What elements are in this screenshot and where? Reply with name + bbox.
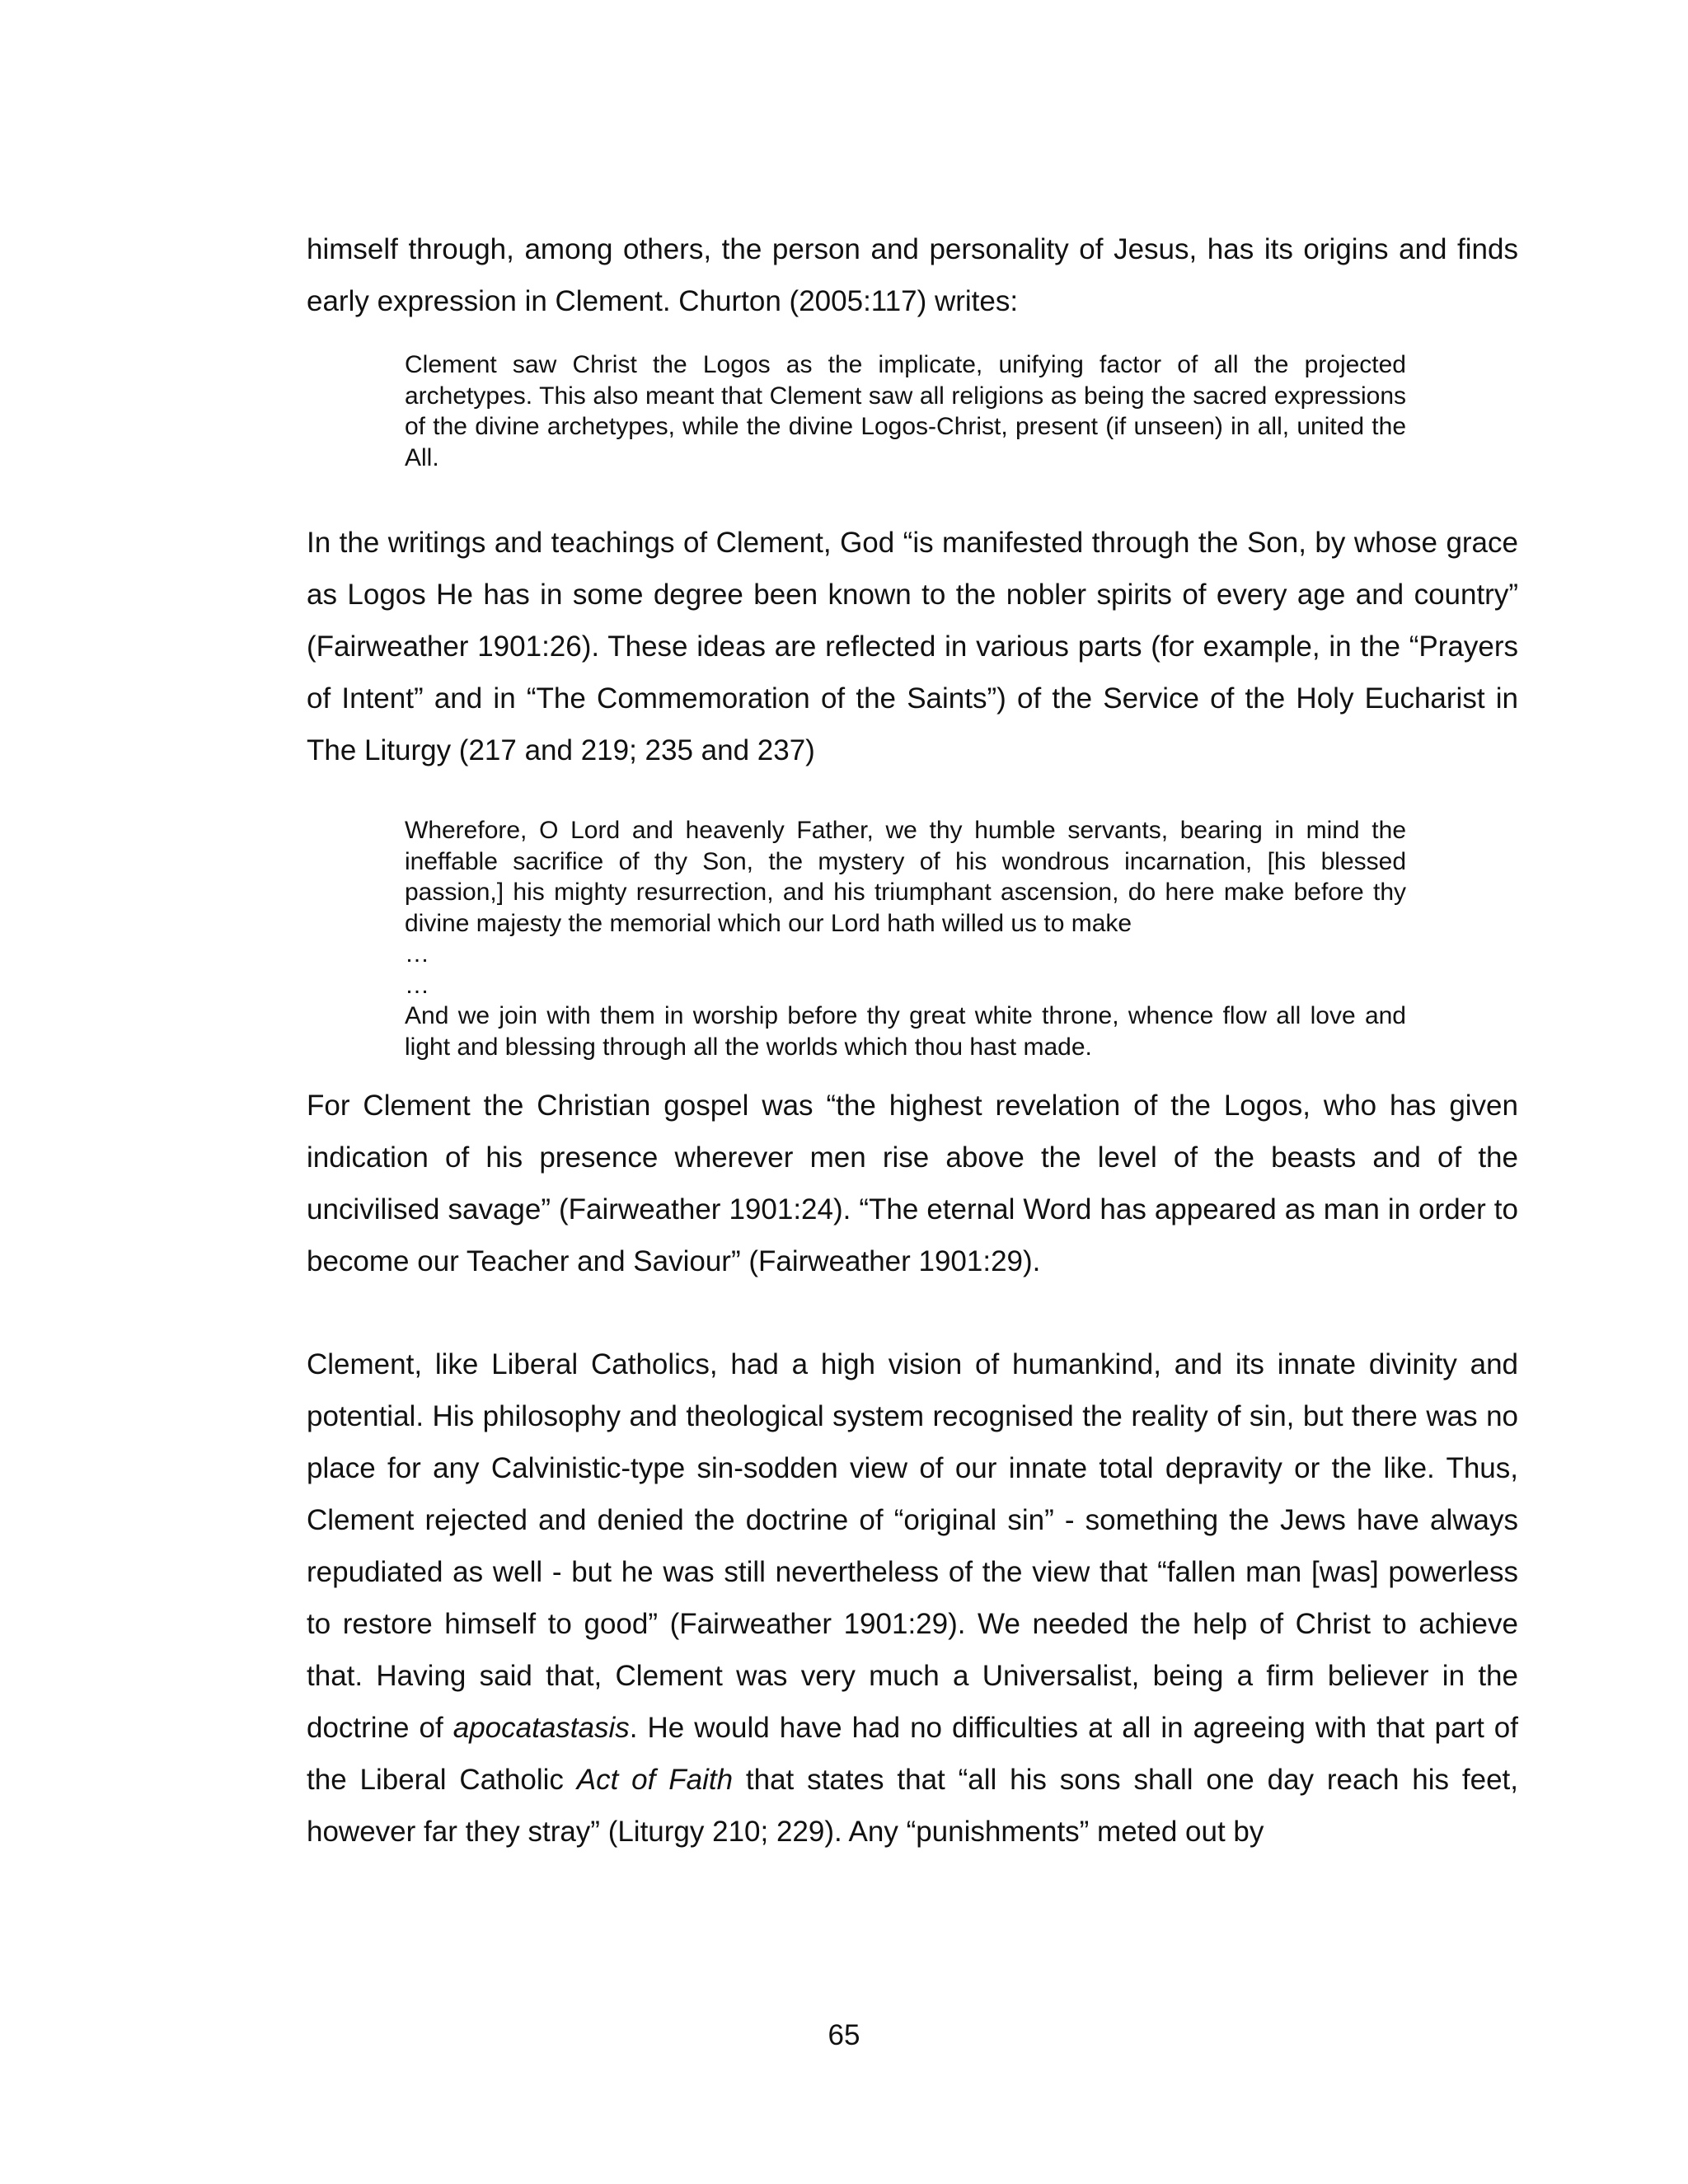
humankind-text-1: Clement, like Liberal Catholics, had a high vision of humankind, and its innate divinity and potential. His philosophy and theological system recognised the reality of sin, but there was no place for any Calvinistic-type sin-sodden view of our innate total depravity or the like. Thus, Clement rejected and denied the doctrine of “original sin” - something the Jews have always repudiated as well - but he was still nevertheless of the view that “fallen man [was] powerless to restore himself to good” (Fairweather 1901:29). We needed the help of Christ to achieve that. Having said that, Clement was very much a Universalist, being a firm believer in the doctrine of bbox=[307, 1348, 1518, 1744]
page-number: 65 bbox=[828, 2019, 860, 2051]
paragraph-gospel: For Clement the Christian gospel was “the highest revelation of the Logos, who has given indication of his presence wherever men rise above the level of the beasts and of the uncivilised savage” (Fairweather 1901:24). “The eternal Word has appeared as man in order to become our Teacher and Saviour” (Fairweather 1901:29). bbox=[307, 1090, 1518, 1277]
ellipsis-1: … bbox=[405, 940, 429, 968]
paragraph-logos: In the writings and teachings of Clement, God “is manifested through the Son, by whose grace as Logos He has in some degree been known to the nobler spirits of every age and country” (Fairweather 1901:26). These ideas are reflected in various parts (for example, in the “Prayers of Intent” and in “The Commemoration of the Saints”) of the Service of the Holy Eucharist in The Liturgy (217 and 219; 235 and 237) bbox=[307, 527, 1518, 766]
ellipsis-2: … bbox=[405, 971, 429, 999]
paragraph-intro: himself through, among others, the person and personality of Jesus, has its origins and finds early expression in Clement. Churton (2005:117) writes: bbox=[307, 233, 1518, 317]
paragraph-humankind bbox=[307, 1338, 1518, 1858]
liturgy-quote-part-2: And we join with them in worship before thy great white throne, whence flow all love and light and blessing through all the worlds which thou hast made. bbox=[405, 1002, 1406, 1061]
title-act-of-faith: Act of Faith bbox=[576, 1764, 734, 1796]
block-quote-churton: Clement saw Christ the Logos as the implicate, unifying factor of all the projected archetypes. This also meant that Clement saw all religions as being the sacred expressions of the divine archetypes, while the divine Logos-Christ, present (if unseen) in all, united the All. bbox=[405, 351, 1406, 471]
liturgy-quote-part-1: Wherefore, O Lord and heavenly Father, we thy humble servants, bearing in mind the ineffable sacrifice of thy Son, the mystery of his wondrous incarnation, [his blessed passion,] his mighty resurrection, and his triumphant ascension, do here make before thy divine majesty the memorial which our Lord hath willed us to make bbox=[405, 817, 1406, 937]
humankind-text-2: . He would have had no difficulties at all in agreeing with that part of the Liberal Catholic bbox=[307, 1712, 1518, 1796]
term-apocatastasis: apocatastasis bbox=[452, 1712, 630, 1744]
block-quote-liturgy bbox=[405, 815, 1406, 1062]
humankind-text-3: that states that “all his sons shall one day reach his feet, however far they stray” (Liturgy 210; 229). Any “punishments” meted out by bbox=[307, 1764, 1519, 1848]
